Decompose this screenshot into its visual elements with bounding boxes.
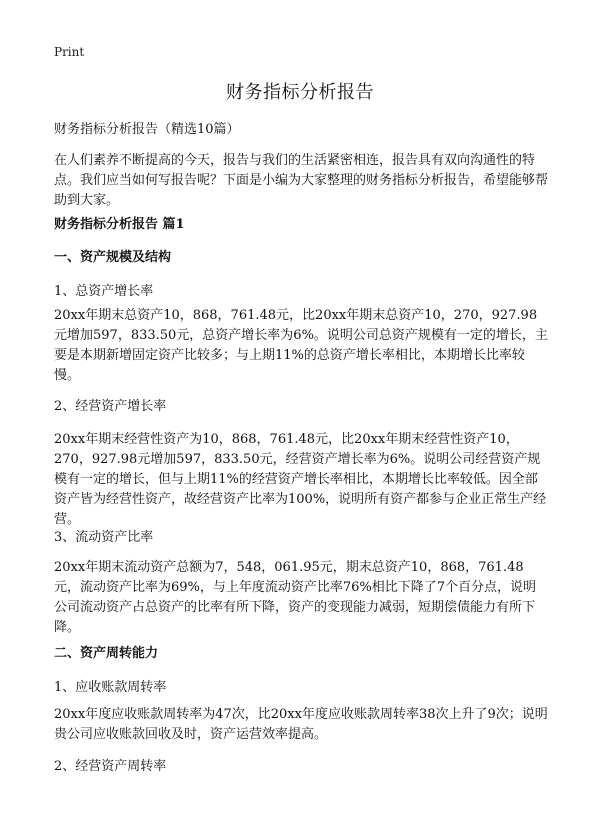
paragraph-text: 20xx年期末流动资产总额为7，548，061.95元，期末总资产10，868，761.48元，流动资产比率为69%，与上年度流动资产比率76%相比下降了7个百分点，说明公司流动资产占总资产的比率有所下降，资产的变现能力减弱，短期偿债能力有所下降。: [54, 560, 537, 635]
paragraph-total-assets-growth: [54, 306, 548, 386]
paragraph-receivables-turnover: [54, 705, 548, 745]
document-subtitle: 财务指标分析报告（精选10篇）: [54, 122, 240, 137]
paragraph-current-assets-ratio: [54, 558, 548, 638]
section-heading-asset-turnover: 二、资产周转能力: [54, 646, 159, 661]
document-title: 财务指标分析报告: [226, 82, 374, 103]
article-heading: 财务指标分析报告 篇1: [54, 217, 185, 232]
subsection-heading-operating-assets-turnover: 2、经营资产周转率: [54, 759, 167, 774]
subsection-heading-current-assets-ratio: 3、流动资产比率: [54, 530, 154, 545]
paragraph-text: 20xx年期末经营性资产为10，868，761.48元，比20xx年期末经营性资产10，270，927.98元增加597，833.50元，经营资产增长率为6%。说明公司经营资产规模有一定的增长，但与上期11%的经营资产增长率相比，本期增长比率较低。因全部资产皆为经营性资产，故经营资产比率为100%，说明所有资产都参与企业正常生产经营。: [54, 432, 547, 527]
paragraph-text: 20xx年期末总资产10，868，761.48元，比20xx年期末总资产10，270，927.98元增加597，833.50元，总资产增长率为6%。说明公司总资产规模有一定的增长，主要是本期新增固定资产比较多；与上期11%的总资产增长率相比，本期增长比率较慢。: [54, 308, 548, 383]
print-link[interactable]: Print: [54, 45, 85, 59]
subsection-heading-receivables-turnover: 1、应收账款周转率: [54, 680, 167, 695]
subsection-heading-total-assets-growth: 1、总资产增长率: [54, 284, 154, 299]
intro-paragraph: [54, 151, 548, 211]
intro-text: 在人们素养不断提高的今天，报告与我们的生活紧密相连，报告具有双向沟通性的特点。我们应当如何写报告呢？下面是小编为大家整理的财务指标分析报告，希望能够帮助到大家。: [54, 153, 549, 208]
paragraph-text: 20xx年度应收账款周转率为47次，比20xx年度应收账款周转率38次上升了9次；说明贵公司应收账款回收及时，资产运营效率提高。: [54, 707, 548, 742]
subsection-heading-operating-assets-growth: 2、经营资产增长率: [54, 399, 167, 414]
paragraph-operating-assets-growth: [54, 430, 548, 530]
section-heading-assets-structure: 一、资产规模及结构: [54, 250, 172, 265]
